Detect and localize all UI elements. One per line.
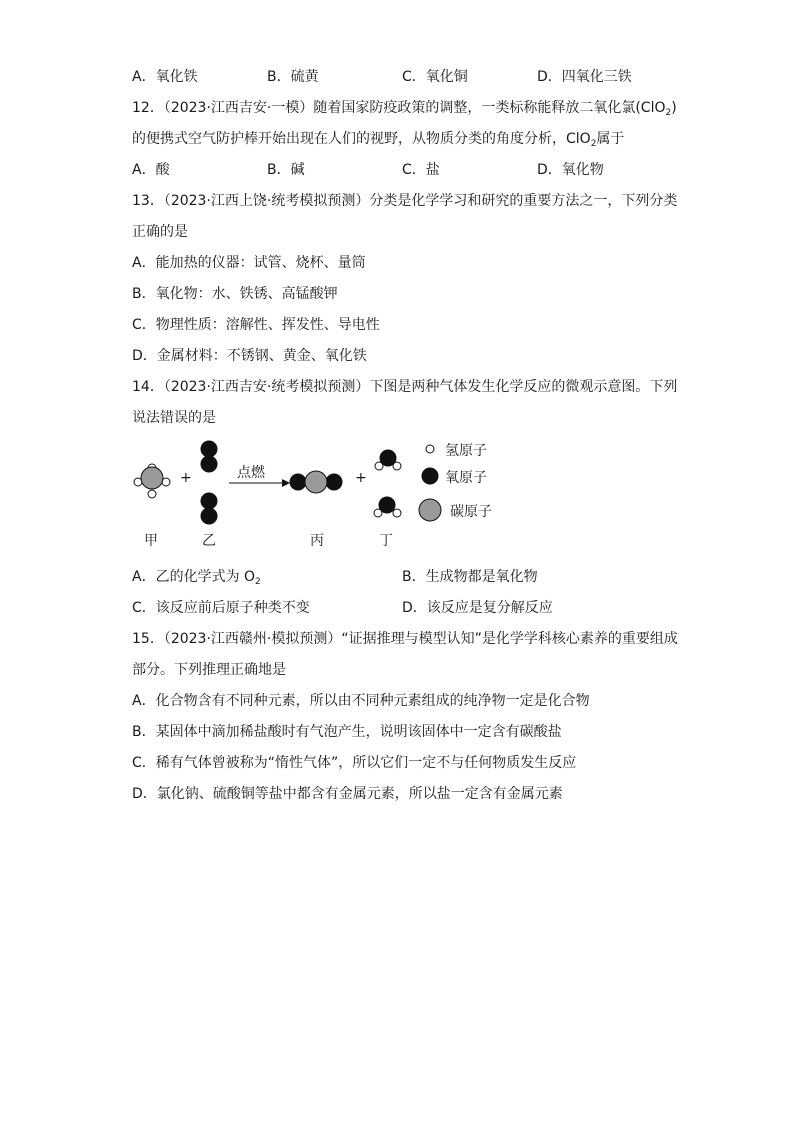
q13-option-d: D．金属材料：不锈钢、黄金、氧化铁 xyxy=(132,348,367,364)
question-sheet xyxy=(132,62,678,810)
water2-oxygen xyxy=(379,497,395,513)
q11-option-a: A．氧化铁 xyxy=(132,69,198,85)
co2-carbon xyxy=(305,471,327,493)
q14-stem-line1: 14．（2023·江西吉安·统考模拟预测）下图是两种气体发生化学反应的微观示意图。下列 xyxy=(132,379,678,395)
label-jia: 甲 xyxy=(144,533,158,549)
q11-options xyxy=(132,62,672,93)
q15-option-d: D．氯化钠、硫酸铜等盐中都含有金属元素，所以盐一定含有金属元素 xyxy=(132,786,563,802)
legend-hydrogen-icon xyxy=(426,445,434,453)
plus-sign-right: + xyxy=(355,470,367,486)
q14-option-a-subscript: 2 xyxy=(255,577,261,587)
legend-carbon-label: 碳原子 xyxy=(450,504,492,520)
legend-carbon-icon xyxy=(419,499,441,521)
methane-hydrogen-bottom xyxy=(148,490,156,498)
label-yi: 乙 xyxy=(202,533,216,549)
reaction-arrow-head xyxy=(282,479,290,487)
q15-stem-line2: 部分。下列推理正确地是 xyxy=(132,662,286,678)
reaction-diagram xyxy=(132,440,672,558)
co2-oxygen-right xyxy=(326,474,342,490)
q12-subscript: 2 xyxy=(665,108,672,118)
q15-option-b: B．某固体中滴加稀盐酸时有气泡产生，说明该固体中一定含有碳酸盐 xyxy=(132,724,562,740)
methane-carbon xyxy=(141,467,163,489)
q14-stem-line2: 说法错误的是 xyxy=(132,410,216,426)
q14-option-d: D．该反应是复分解反应 xyxy=(402,600,553,616)
q12-stem-text2: 的便携式空气防护棒开始出现在人们的视野，从物质分类的角度分析，ClO xyxy=(132,131,591,147)
label-ding: 丁 xyxy=(379,533,393,549)
co2-oxygen-left xyxy=(290,474,306,490)
label-bing: 丙 xyxy=(310,533,324,549)
q13-stem-line1: 13．（2023·江西上饶·统考模拟预测）分类是化学学习和研究的重要方法之一，下列分类 xyxy=(132,193,678,209)
q12-option-c: C．盐 xyxy=(402,162,440,178)
q15-stem-line1: 15．（2023·江西赣州·模拟预测）“证据推理与模型认知”是化学学科核心素养的重要组成 xyxy=(132,631,678,647)
water2-hydrogen-right xyxy=(393,509,401,517)
q14-options-row2 xyxy=(132,593,672,624)
q15-option-a: A．化合物含有不同种元素，所以由不同种元素组成的纯净物一定是化合物 xyxy=(132,693,590,709)
legend-oxygen-icon xyxy=(422,468,438,484)
oxygen-molecule1-atom1 xyxy=(201,441,217,457)
q13-stem-line2: 正确的是 xyxy=(132,224,188,240)
q14-option-c: C．该反应前后原子种类不变 xyxy=(132,600,310,616)
plus-sign-left: + xyxy=(180,470,192,486)
reaction-condition: 点燃 xyxy=(237,465,265,481)
q11-option-d: D．四氧化三铁 xyxy=(537,69,632,85)
q12-stem-end: 属于 xyxy=(596,131,625,147)
q11-option-c: C．氧化铜 xyxy=(402,69,468,85)
q15-option-c: C．稀有气体曾被称为“惰性气体”，所以它们一定不与任何物质发生反应 xyxy=(132,755,577,771)
q13-option-b: B．氧化物：水、铁锈、高锰酸钾 xyxy=(132,286,338,302)
legend-oxygen-label: 氧原子 xyxy=(445,470,487,486)
oxygen-molecule1-atom2 xyxy=(201,456,217,472)
q12-stem-line1 xyxy=(132,93,677,124)
q11-option-b: B．硫黄 xyxy=(267,69,319,85)
q14-options-row1 xyxy=(132,562,672,593)
q13-option-c: C．物理性质：溶解性、挥发性、导电性 xyxy=(132,317,380,333)
q12-paren: ) xyxy=(671,100,677,116)
water1-oxygen xyxy=(380,450,396,466)
q13-option-a: A．能加热的仪器：试管、烧杯、量筒 xyxy=(132,255,366,271)
q12-subscript2: 2 xyxy=(590,139,597,149)
q12-options xyxy=(132,155,672,186)
q12-option-b: B．碱 xyxy=(267,162,305,178)
oxygen-molecule2-atom2 xyxy=(201,508,217,524)
legend-hydrogen-label: 氢原子 xyxy=(445,443,487,459)
q12-option-d: D．氧化物 xyxy=(537,162,604,178)
q14-option-a-text: A．乙的化学式为 O xyxy=(132,569,256,585)
oxygen-molecule2-atom1 xyxy=(201,493,217,509)
q12-option-a: A．酸 xyxy=(132,162,170,178)
q14-option-a xyxy=(132,562,402,593)
q12-stem-text: 12．（2023·江西吉安·一模）随着国家防疫政策的调整，一类标称能释放二氧化氯(ClO xyxy=(132,100,666,116)
q12-stem-line2 xyxy=(132,124,672,155)
q14-option-b: B．生成物都是氧化物 xyxy=(402,569,538,585)
